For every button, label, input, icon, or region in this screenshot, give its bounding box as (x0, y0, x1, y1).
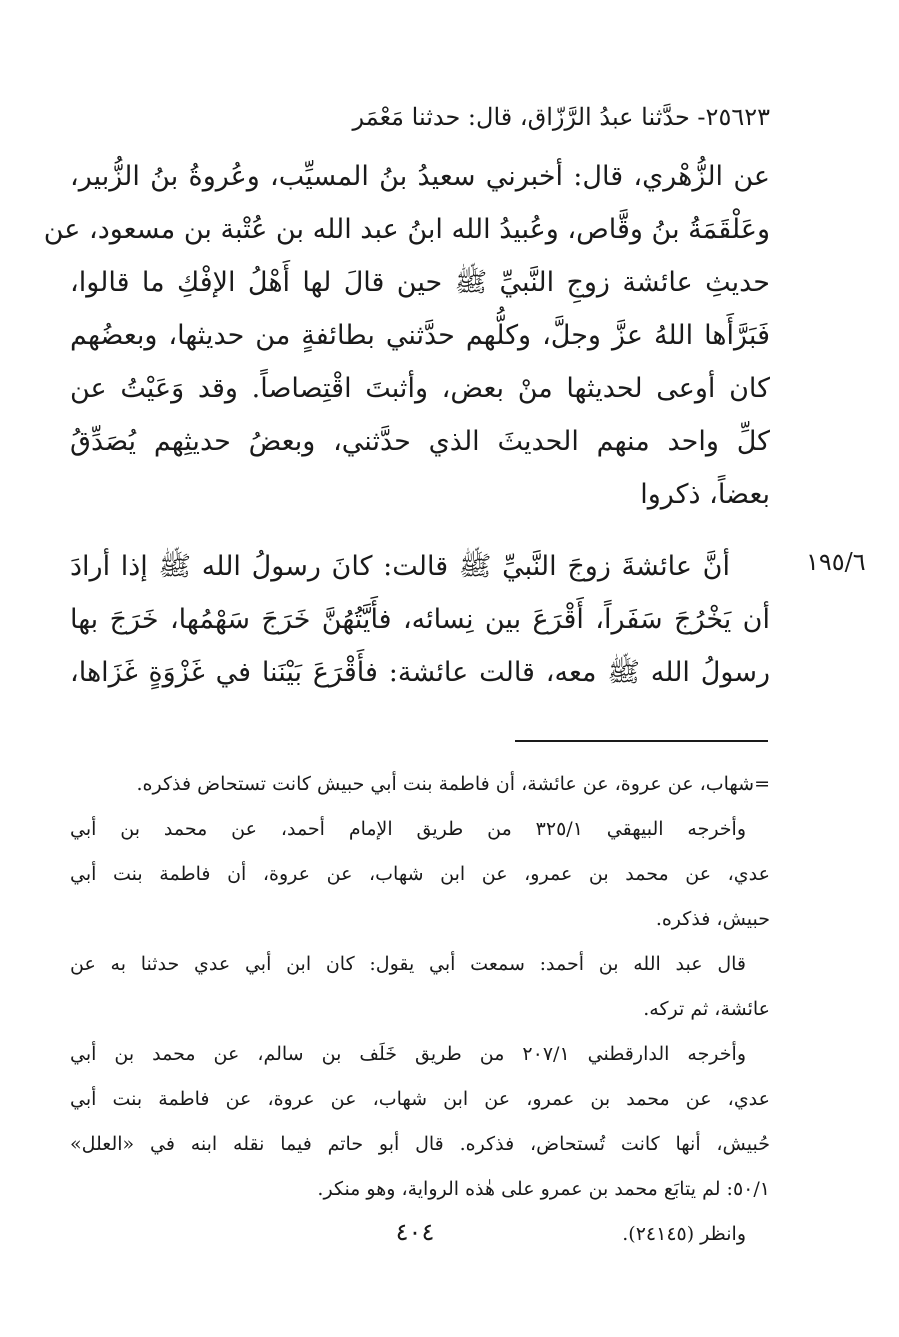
text-line: كان أوعى لحديثها منْ بعض، وأثبتَ اقْتِصاصاً. وقد وَعَيْتُ عن (70, 373, 770, 404)
text-line: فَبَرَّأَها اللهُ عزَّ وجلَّ، وكلُّهم حدَّثني بطائفةٍ من حديثها، وبعضُهم (70, 320, 770, 351)
footnote-line: قال عبد الله بن أحمد: سمعت أبي يقول: كان ابن أبي عدي حدثنا به عن (70, 953, 746, 975)
footnote-line: =شهاب، عن عروة، عن عائشة، أن فاطمة بنت أبي حبيش كانت تستحاض فذكره. (136, 773, 770, 795)
text-line: بعضاً، ذكروا (640, 479, 770, 510)
footnote-line: وانظر (٢٤١٤٥). (622, 1223, 746, 1245)
text-line: كلِّ واحد منهم الحديثَ الذي حدَّثني، وبعضُ حديثِهم يُصَدِّقُ (70, 426, 770, 457)
footnote-line: ٥٠/١: لم يتابَع محمد بن عمرو على هٰذه الرواية، وهو منكر. (317, 1178, 770, 1200)
footnote-separator (515, 740, 768, 742)
text-line: أن يَخْرُجَ سَفَراً، أَقْرَعَ بين نِسائه، فأَيَّتُهُنَّ خَرَجَ سَهْمُها، خَرَجَ بها (70, 604, 770, 635)
footnote-line: وأخرجه الدارقطني ٢٠٧/١ من طريق خَلَف بن سالم، عن محمد بن أبي (70, 1043, 746, 1065)
text-line: أنَّ عائشةَ زوجَ النَّبيِّ ﷺ قالت: كانَ رسولُ الله ﷺ إذا أرادَ (70, 551, 730, 582)
footnote-line: وأخرجه البيهقي ٣٢٥/١ من طريق الإمام أحمد، عن محمد بن أبي (70, 818, 747, 840)
margin-reference-number: ١٩٥/٦ (806, 548, 866, 576)
text-line: حديثِ عائشة زوجِ النَّبيِّ ﷺ حين قالَ لها أَهْلُ الإفْكِ ما قالوا، (70, 267, 770, 298)
text-line: وعَلْقَمَةُ بنُ وقَّاص، وعُبيدُ الله ابنُ عبد الله بن عُتْبة بن مسعود، عن (43, 214, 770, 245)
footnote-line: حُبيش، أنها كانت تُستحاض، فذكره. قال أبو حاتم فيما نقله ابنه في «العلل» (70, 1133, 770, 1155)
footnote-line: عدي، عن محمد بن عمرو، عن ابن شهاب، عن عروة، عن فاطمة بنت أبي (70, 1088, 770, 1110)
footnote-line: حبيش، فذكره. (655, 908, 770, 930)
hadith-isnad (43, 150, 770, 521)
footnotes (70, 762, 770, 1257)
footnote-line: عائشة، ثم تركه. (643, 998, 770, 1020)
page-number: ٤٠٤ (395, 1218, 435, 1246)
text-line: عن الزُّهْري، قال: أخبرني سعيدُ بنُ المسيِّب، وعُروةُ بنُ الزُّبير، (70, 161, 770, 192)
footnote-line: عدي، عن محمد بن عمرو، عن ابن شهاب، عن عروة، أن فاطمة بنت أبي (70, 863, 770, 885)
hadith-header (290, 95, 770, 139)
hadith-header-line: ٢٥٦٢٣- حدَّثنا عبدُ الرَّزّاق، قال: حدثنا مَعْمَر (352, 103, 770, 131)
text-line: رسولُ الله ﷺ معه، قالت عائشة: فأَقْرَعَ بَيْنَنا في غَزْوَةٍ غَزَاها، (70, 657, 770, 688)
hadith-matn (70, 540, 770, 699)
